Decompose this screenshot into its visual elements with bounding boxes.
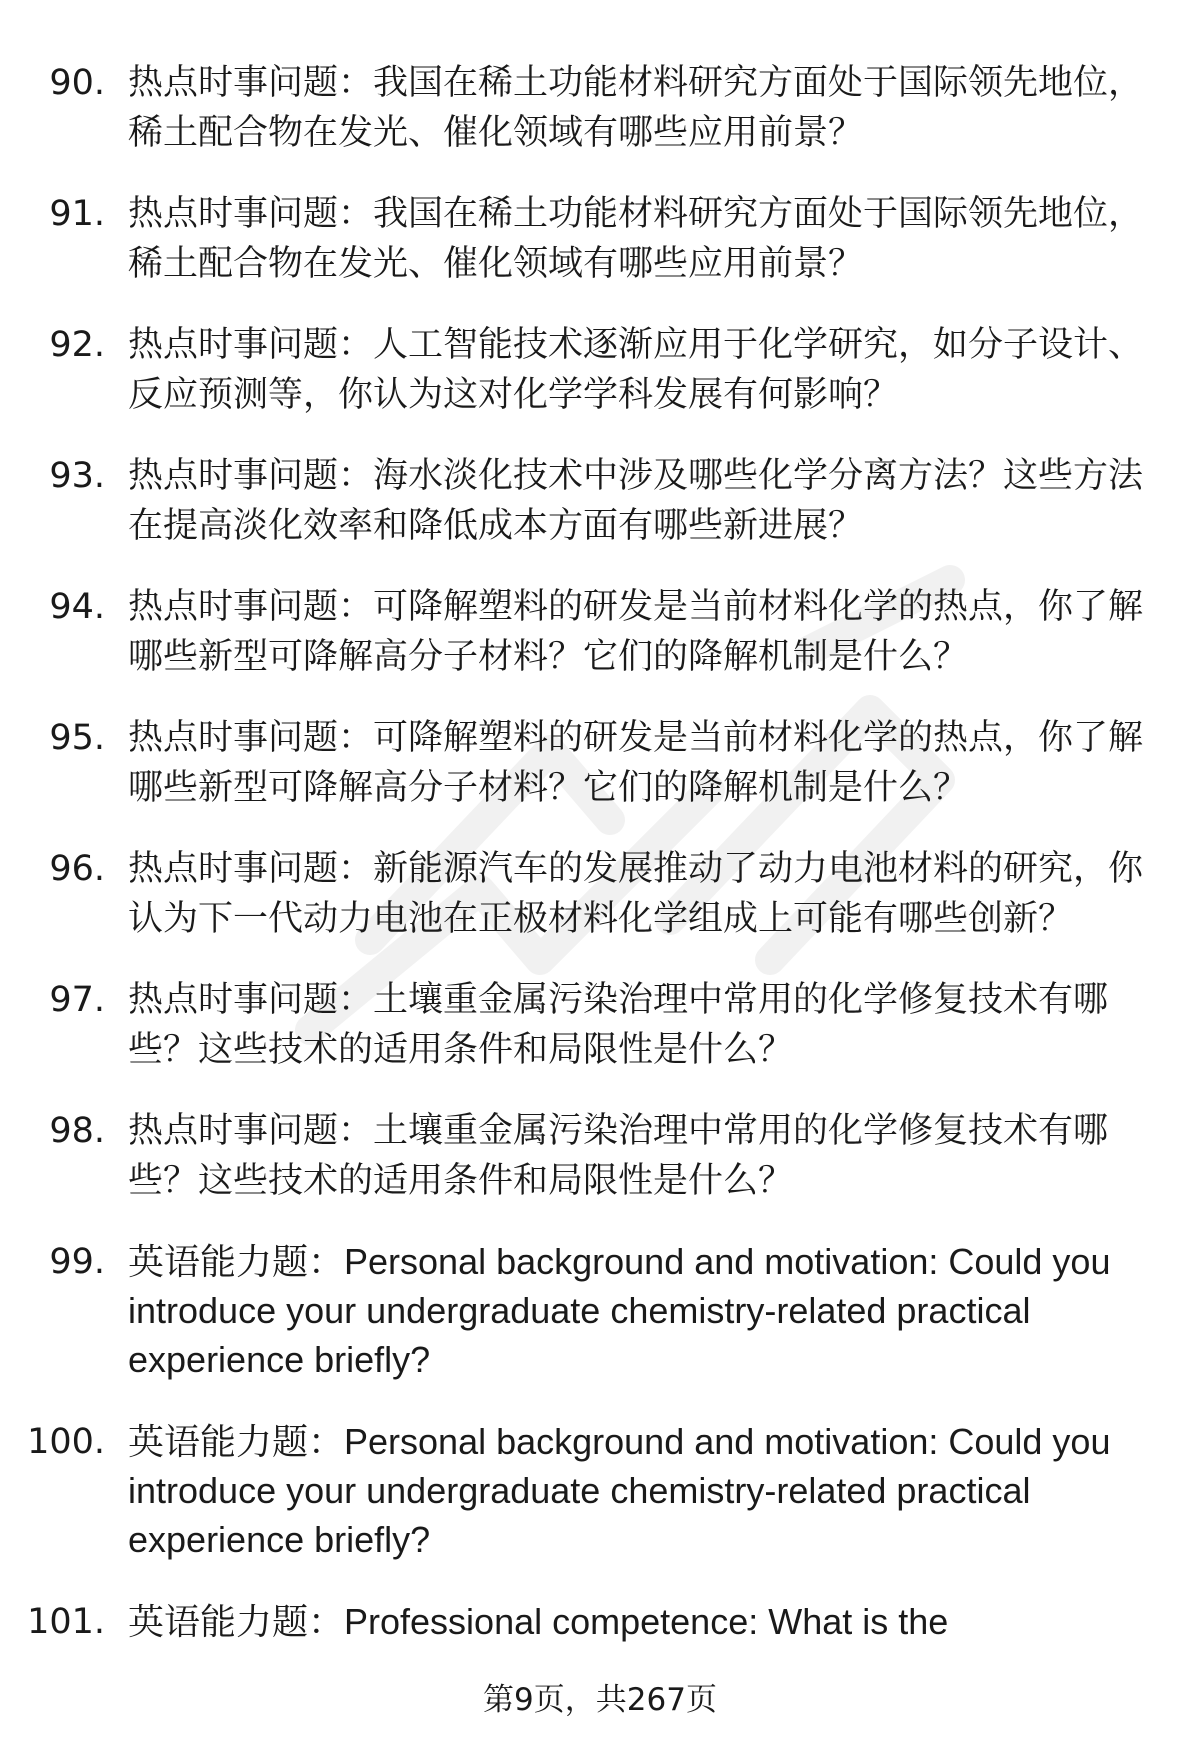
question-item	[0, 451, 1200, 582]
question-text: 热点时事问题：人工智能技术逐渐应用于化学研究，如分子设计、反应预测等，你认为这对化学学科发展有何影响？	[128, 325, 1144, 415]
question-item	[0, 1106, 1200, 1237]
question-item	[0, 320, 1200, 451]
question-text: 热点时事问题：土壤重金属污染治理中常用的化学修复技术有哪些？这些技术的适用条件和局限性是什么？	[128, 980, 1109, 1070]
question-item	[0, 1237, 1200, 1417]
question-number: 95.	[49, 718, 105, 758]
question-text: 热点时事问题：可降解塑料的研发是当前材料化学的热点，你了解哪些新型可降解高分子材料？它们的降解机制是什么？	[128, 718, 1144, 808]
question-item	[0, 58, 1200, 189]
question-number: 90.	[49, 63, 105, 103]
question-text: 热点时事问题：土壤重金属污染治理中常用的化学修复技术有哪些？这些技术的适用条件和局限性是什么？	[128, 1111, 1109, 1201]
question-number: 97.	[49, 980, 105, 1020]
question-item	[0, 189, 1200, 320]
question-item	[0, 975, 1200, 1106]
question-text: 热点时事问题：海水淡化技术中涉及哪些化学分离方法？这些方法在提高淡化效率和降低成本方面有哪些新进展？	[128, 456, 1144, 546]
question-number: 94.	[49, 587, 105, 627]
question-number: 91.	[49, 194, 105, 234]
question-text: 热点时事问题：我国在稀土功能材料研究方面处于国际领先地位，稀土配合物在发光、催化领域有哪些应用前景？	[128, 63, 1144, 153]
question-number: 99.	[49, 1242, 105, 1282]
question-item	[0, 1417, 1200, 1597]
question-item	[0, 582, 1200, 713]
question-item	[0, 844, 1200, 975]
question-text: 英语能力题：Personal background and motivation: Could you introduce your undergraduate chemistry-related practical experience briefly?	[128, 1421, 1111, 1560]
question-number: 92.	[49, 325, 105, 365]
question-text: 热点时事问题：我国在稀土功能材料研究方面处于国际领先地位，稀土配合物在发光、催化领域有哪些应用前景？	[128, 194, 1144, 284]
page-number: 第9页，共267页	[483, 1682, 717, 1718]
question-number: 96.	[49, 849, 105, 889]
question-text: 热点时事问题：可降解塑料的研发是当前材料化学的热点，你了解哪些新型可降解高分子材料？它们的降解机制是什么？	[128, 587, 1144, 677]
question-number: 93.	[49, 456, 105, 496]
question-number: 98.	[49, 1111, 105, 1151]
question-number: 101.	[27, 1602, 105, 1642]
question-text: 热点时事问题：新能源汽车的发展推动了动力电池材料的研究，你认为下一代动力电池在正极材料化学组成上可能有哪些创新？	[128, 849, 1144, 939]
question-text: 英语能力题：Professional competence: What is the	[128, 1601, 949, 1642]
question-item	[0, 713, 1200, 844]
question-text: 英语能力题：Personal background and motivation: Could you introduce your undergraduate chemistry-related practical experience briefly?	[128, 1241, 1111, 1380]
question-list	[0, 58, 1200, 1728]
question-number: 100.	[27, 1422, 105, 1462]
